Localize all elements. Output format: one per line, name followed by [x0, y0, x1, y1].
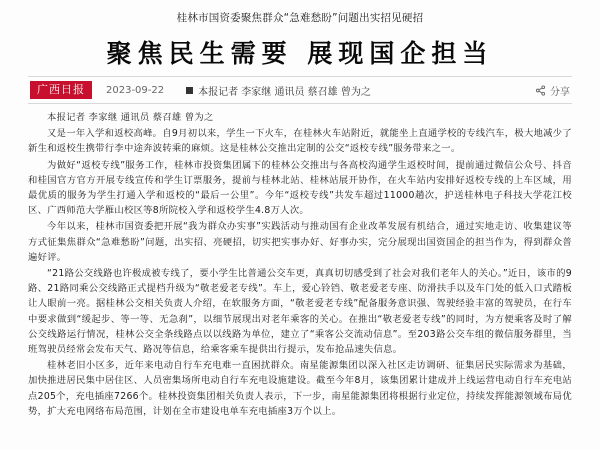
- byline-text: 本报记者 李家继 通讯员 蔡召雄 曾为之: [198, 86, 371, 98]
- article-body: [28, 110, 572, 419]
- square-bullet-icon: [186, 87, 193, 94]
- byline: [186, 83, 371, 98]
- paragraph: 本报记者 李家继 通讯员 蔡召雄 曾为之: [47, 112, 214, 123]
- paragraph: 又是一年入学和返校高峰。自9月初以来，学生一下火车，在桂林火车站附近，就能坐上直通学校的专线汽车，极大地减少了新生和返校生携带行李中途奔波转乘的麻烦。这是桂林公交推出定制的公交“返校专线”服务带来之一。: [28, 128, 572, 155]
- paragraph: 今年以来，桂林市国资委把开展“我为群众办实事”实践活动与推动国有企业改革发展有机结合，通过实地走访、收集建议等方式征集焦群众“急难愁盼”问题，出实招、亮硬招，切实把实事办好、好事办实，完分展现出国资国企的担当作为，得到群众普遍好评。: [28, 221, 572, 263]
- share-label: 分享: [550, 86, 570, 98]
- page-title: 聚焦民生需要 展现国企担当: [106, 39, 494, 68]
- article-meta-bar: [28, 76, 572, 104]
- share-button[interactable]: [535, 83, 570, 98]
- article-kicker: 桂林市国资委聚焦群众“急难愁盼”问题出实招见硬招: [176, 12, 424, 24]
- source-badge: 广西日报: [30, 81, 92, 99]
- paragraph: 桂林老旧小区多，近年来电动自行车充电难一直困扰群众。南星能源集团以深入社区走访调研、征集居民实际需求为基础，加快推进居民集中居住区、人员密集场所电动自行车充电设施建设。截至今年8月，该集团累计建成并上线运营电动自行车充电站点205个，充电插座7266个。桂林投资集团相关负责人表示，下一步，南星能源集团将根据行业定位，持续发挥能源领域布局优势，扩大充电网络布局范围，计划在全市建设电单车充电插座3万个以上。: [28, 360, 572, 417]
- share-icon: [535, 85, 546, 96]
- publish-date: 2023-09-22: [106, 84, 165, 96]
- paragraph: 为做好“返校专线”服务工作，桂林市投资集团属下的桂林公交推出与各高校沟通学生返校时间，提前通过微信公众号、抖音和桂国官方官方开展专线宣传和学生订票服务，提前与桂林北站、桂林站展开协作，在火车站内安排好返校专线的上车区域，用最优质的服务为学生打通入学和返校的“最后一公里”。今年“返校专线”共发车超过11000趟次，护送桂林电子科技大学花江校区、广西师范大学雁山校区等8所院校入学和返校学生4.8万人次。: [28, 159, 572, 217]
- paragraph: “21路公交线路也许极成被专线了，要小学生比普通公交车更，真真切切感受到了社会对我们老年人的关心。”近日，该市的9路、21路同乘公交线路正式提档升级为“敬老爱老专线”。车上，爱心铃铛、敬老爱老专座、防滑扶手以及车门处的低入口式踏板让人眼前一亮。据桂林公交相关负责人介绍，在软服务方面，“敬老爱老专线”配备服务意识强、驾驶经验丰富的驾驶员，在行车中要求做到“缓起步、等一等、无急刹”，以细节展现出对老年乘客的关心。在推出“敬老爱老专线”的同时，为方便乘客及时了解公交线路运行情况，桂林公交全条线路点以以线路为单位，建立了“乘客公交流动信息”。至203路公交车组的微信服务群里，当班驾驶员经常会发布天气、路况等信息，给乘客乘车提供出行提示，发布抢品速失信息。: [28, 268, 572, 356]
